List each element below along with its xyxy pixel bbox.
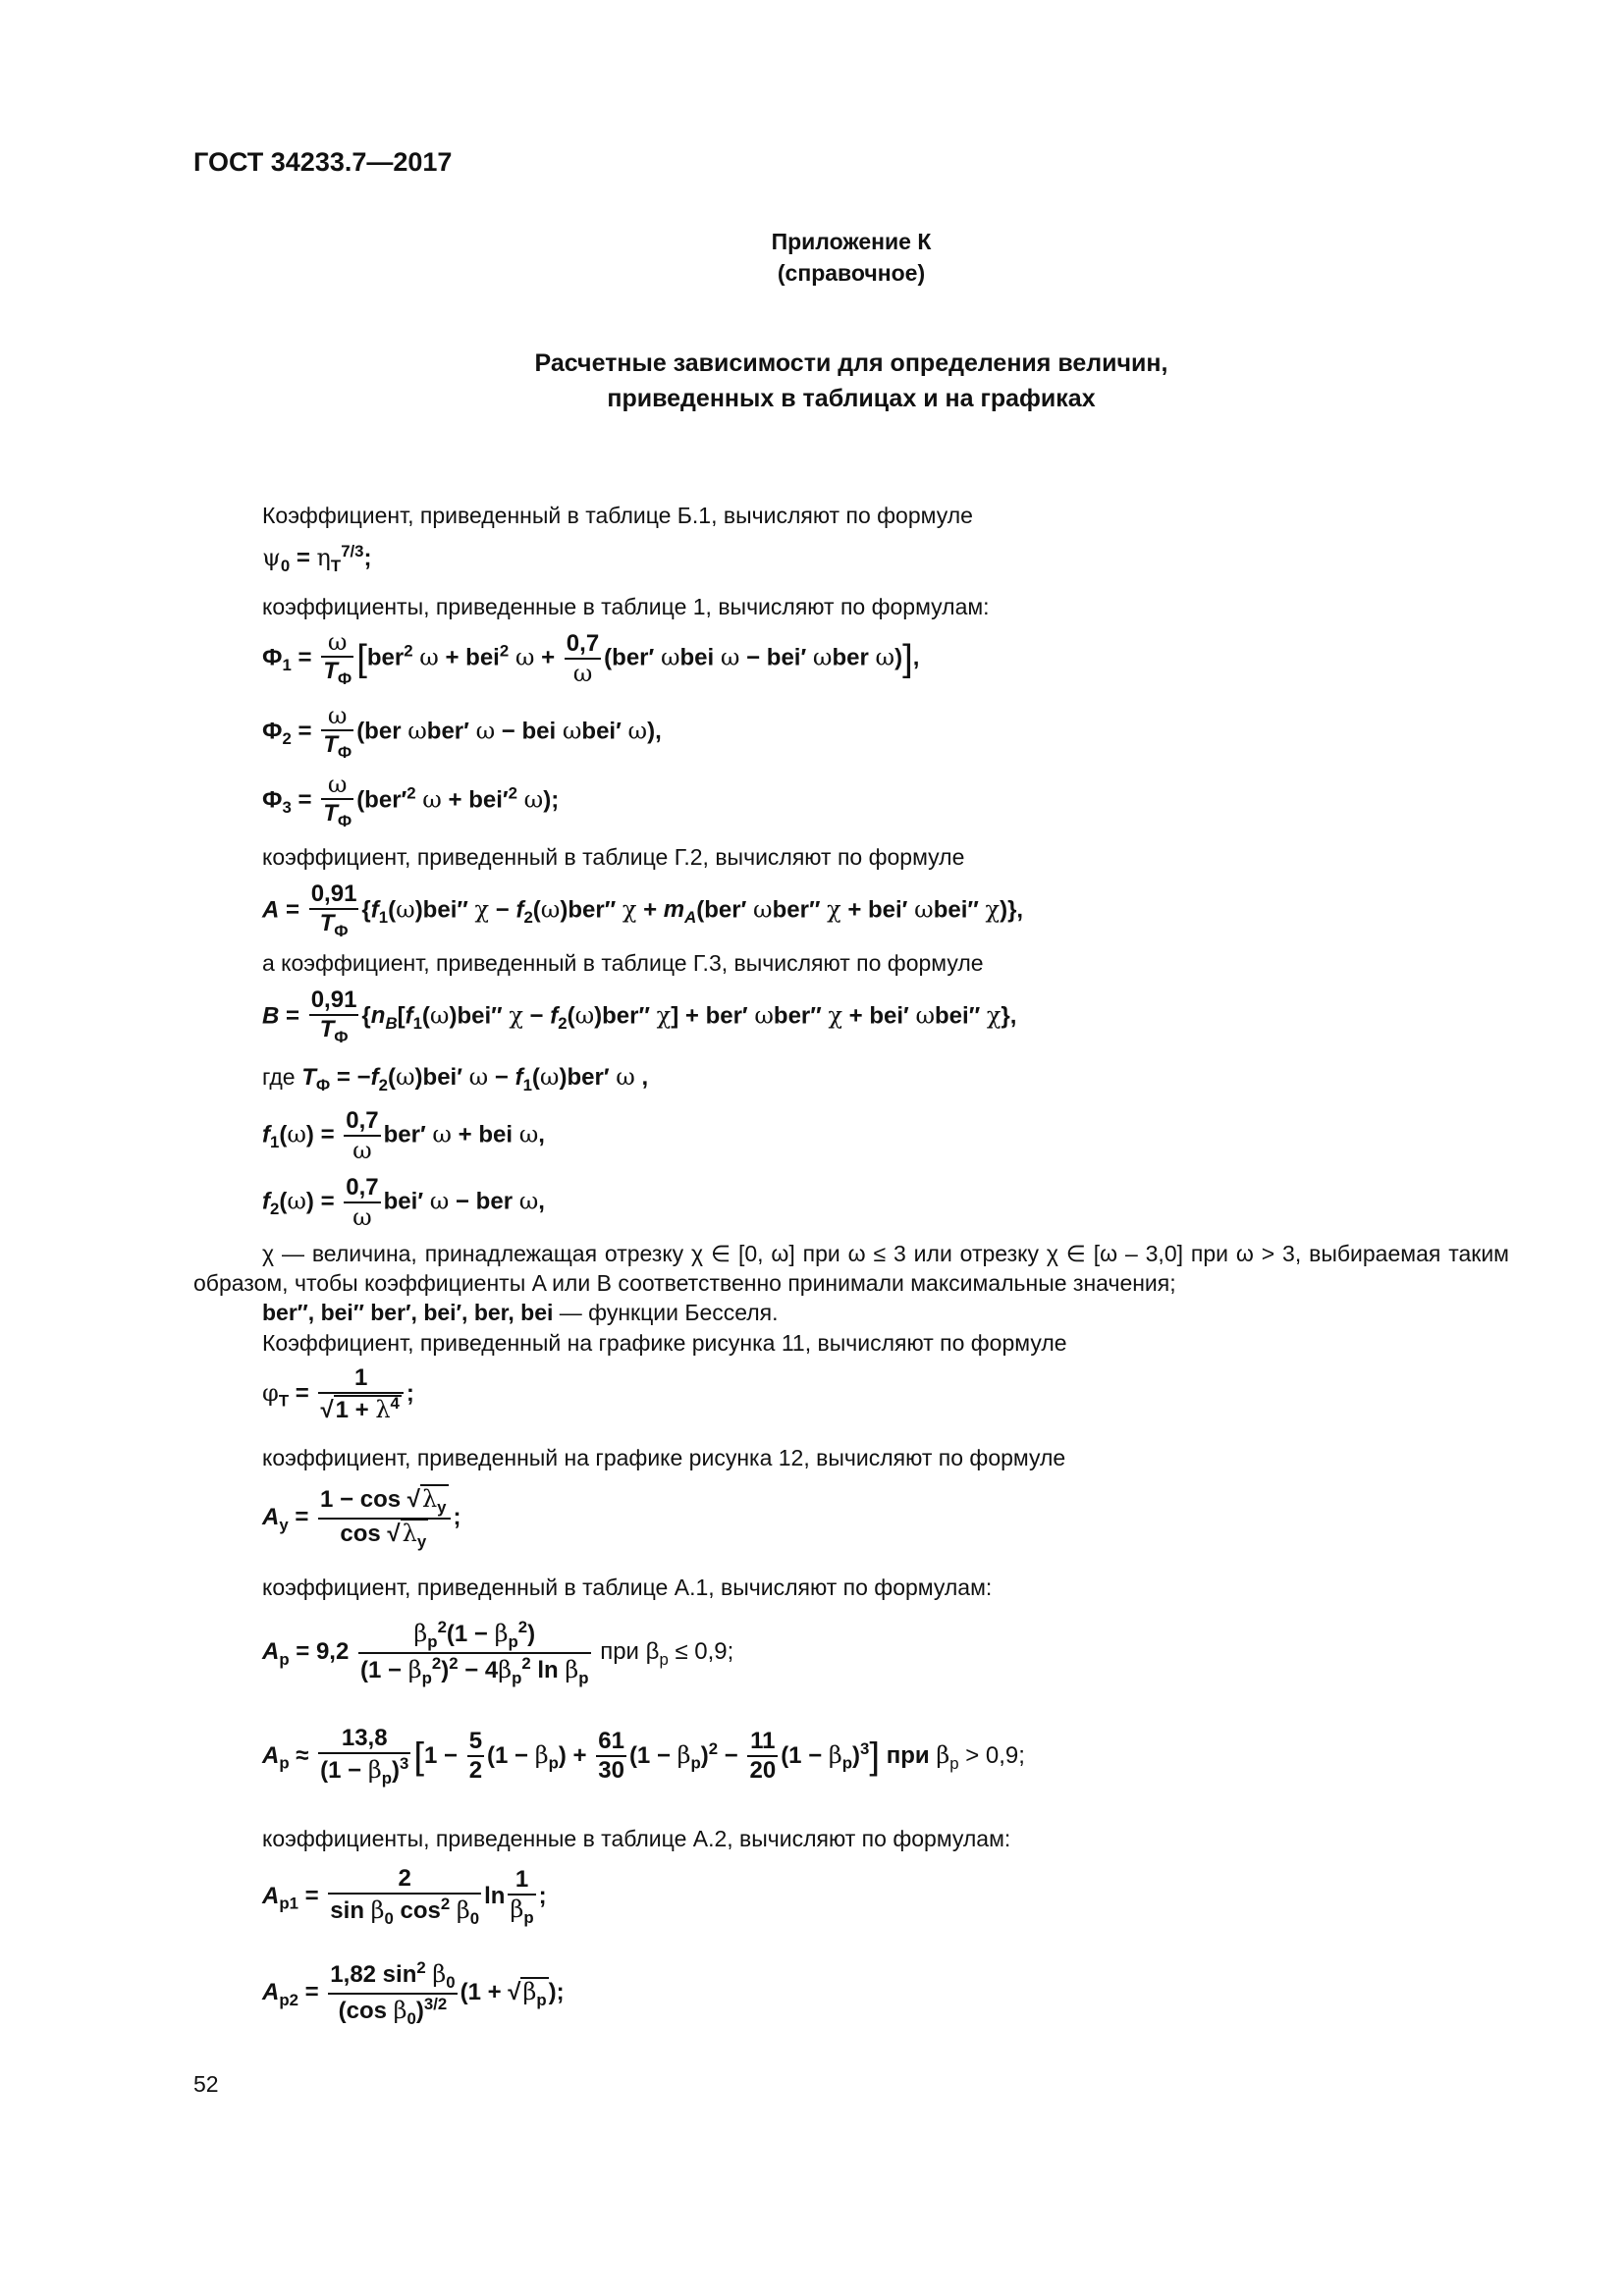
paragraph-fig12: коэффициент, приведенный на графике рисунка 12, вычисляют по формуле bbox=[262, 1445, 1066, 1470]
bessel-functions-line bbox=[262, 1300, 779, 1326]
formula-Ap-large: $A_p$ ≈ $\frac{13,8}{(1 - \beta_p)^3}$ [1 − $\frac{5}{2}$ $(1 - \beta_p)$ + $\frac{61}{30}$ $(1 - \beta_p)^2$ − $\frac{11}{20}$ $(1 - \beta_p)^3$] при $\beta_p > 0,9$; bbox=[262, 1725, 1025, 1788]
formula-Ay: $A_y$ = $\frac{1 - \cos √\lambda_y}{\cos √\lambda_y}$ ; bbox=[262, 1485, 461, 1551]
document-number: ГОСТ 34233.7—2017 bbox=[193, 147, 453, 177]
formula-f1: $f_1(\omega)$ = $\frac{0,7}{\omega}$ ber′ ω + bei ω, bbox=[262, 1107, 545, 1164]
condition-large-beta: $\beta_p > 0,9$; bbox=[936, 1740, 1025, 1773]
paragraph-table1: коэффициенты, приведенные в таблице 1, вычисляют по формулам: bbox=[262, 594, 990, 619]
section-title-line2: приведенных в таблицах и на графиках bbox=[607, 385, 1096, 412]
paragraph-b1: Коэффициент, приведенный в таблице Б.1, вычисляют по формуле bbox=[262, 503, 973, 528]
formula-tphi: где $T_Ф = -f_2(\omega)bei'$ $\omega - f_1(\omega)ber'$ ω , bbox=[262, 1063, 649, 1095]
paragraph-chi-definition: χ — величина, принадлежащая отрезку χ ∈ [0, ω] при ω ≤ 3 или отрезку χ ∈ [ω – 3,0] при ω > 3, выбираемая таким образом, чтобы коэффициенты A или B соответственно принимали максимальные значения; bbox=[193, 1241, 1509, 1296]
formula-Ap2: $A_{p2}$ = $\frac{1,82 \sin^2 \beta_0}{(\cos \beta_0)^{3/2}}$ $(1 + √\beta_p)$; bbox=[262, 1958, 565, 2028]
appendix-type: (справочное) bbox=[777, 260, 926, 286]
where-label: где bbox=[262, 1064, 296, 1090]
section-title-line1: Расчетные зависимости для определения величин, bbox=[534, 349, 1168, 377]
formula-b: B = 0,91 $T_Ф$ {$n_B[f_1(\omega)bei''$ $\chi - f_2(\omega)ber''$ χ] + ber′ ωber″ χ + bei′ ωbei″ χ}, bbox=[262, 987, 1017, 1046]
formula-psi0: $\psi_0 = \eta_T^{7/3}$; bbox=[262, 542, 372, 575]
bessel-function-names: ber″, bei″ ber′, bei′, ber, bei bbox=[262, 1300, 554, 1325]
paragraph-fig11: Коэффициент, приведенный на графике рисунка 11, вычисляют по формуле bbox=[262, 1330, 1067, 1356]
page-number: 52 bbox=[193, 2071, 219, 2097]
section-title bbox=[39, 346, 1624, 416]
paragraph-g2: коэффициент, приведенный в таблице Г.2, вычисляют по формуле bbox=[262, 844, 965, 870]
formula-phi3: $Ф_3$ = ω $T_Ф$ ($ber'^2$ $\omega + bei'^2$ ω); bbox=[262, 771, 560, 830]
bessel-functions-text: — функции Бесселя. bbox=[559, 1300, 779, 1325]
condition-large-label: при bbox=[886, 1741, 930, 1769]
formula-phi1: $Ф_1$ = ω $T_Ф$ [ber$^2$ ω + bei$^2$ ω + $\frac{0,7}{\omega}$ (ber′ ωbei ω − bei′ ωber ω)], bbox=[262, 628, 920, 688]
paragraph-g3: а коэффициент, приведенный в таблице Г.3, вычисляют по формуле bbox=[262, 950, 984, 976]
appendix-heading bbox=[39, 226, 1624, 289]
formula-a: A = 0,91 $T_Ф$ {$f_1(\omega)bei''$ $\chi - f_2(\omega)ber''$ $\chi + m_A(ber'$ ωber″ χ + bei′ ωbei″ χ)}, bbox=[262, 881, 1024, 940]
paragraph-a1: коэффициент, приведенный в таблице А.1, вычисляют по формулам: bbox=[262, 1575, 993, 1600]
paragraph-a2: коэффициенты, приведенные в таблице А.2, вычисляют по формулам: bbox=[262, 1826, 1011, 1851]
formula-phiT: $\varphi_T$ = $\frac{1}{√1 + \lambda^4}$ ; bbox=[262, 1364, 414, 1423]
appendix-label: Приложение К bbox=[771, 229, 932, 254]
formula-Ap-small: $A_p = 9,2$ $\frac{\beta_p^2(1 - \beta_p^2)}{(1 - \beta_p^2)^2 - 4\beta_p^2 \ln \beta_p}$ при $\beta_p \le 0,9$; bbox=[262, 1618, 734, 1687]
condition-small-beta: при $\beta_p \le 0,9$; bbox=[600, 1638, 734, 1669]
formula-f2: $f_2(\omega)$ = $\frac{0,7}{\omega}$ bei′ ω − ber ω, bbox=[262, 1174, 545, 1231]
formula-phi2: $Ф_2$ = ω $T_Ф$ (ber ωber′ ω − bei ωbei′ ω), bbox=[262, 702, 662, 762]
formula-Ap1: $A_{p1}$ = $\frac{2}{\sin \beta_0 \cos^2 \beta_0}$ ln $\frac{1}{\beta_p}$ ; bbox=[262, 1865, 547, 1928]
